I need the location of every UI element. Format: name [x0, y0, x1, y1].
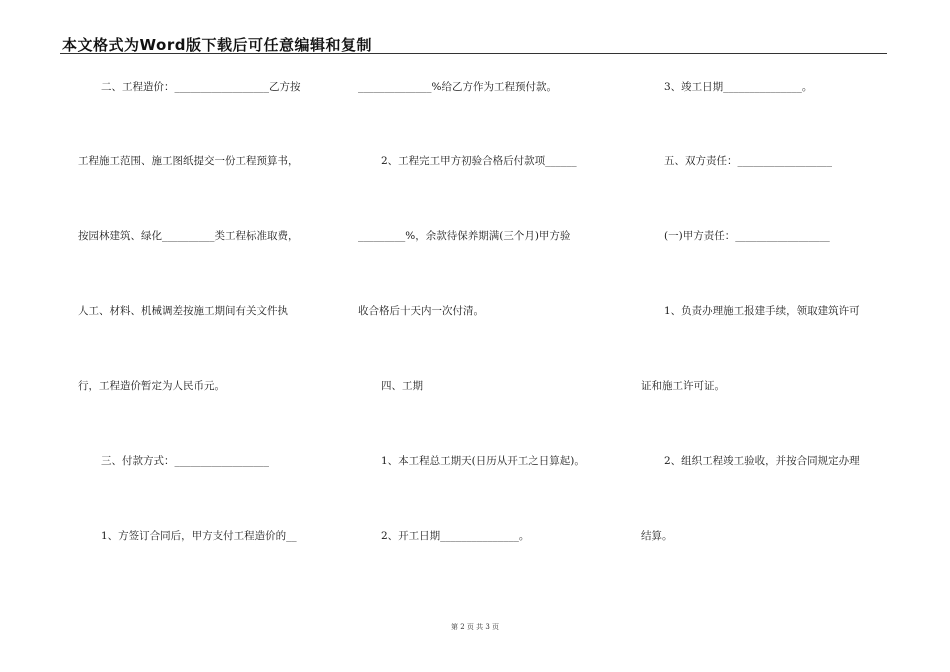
text-line: ______________%给乙方作为工程预付款。	[358, 81, 557, 93]
text-line: 四、工期	[381, 380, 423, 392]
text-line: _________%，余款待保养期满(三个月)甲方验	[358, 230, 571, 242]
text-line: (一)甲方责任：__________________	[664, 230, 830, 242]
text-line: 行，工程造价暂定为人民币元。	[78, 380, 225, 392]
text-line: 按园林建筑、绿化__________类工程标准取费，	[78, 230, 299, 242]
text-line: 收合格后十天内一次付清。	[358, 305, 484, 317]
text-line: 2、工程完工甲方初验合格后付款项______	[381, 155, 577, 167]
header-title: 本文格式为Word版下载后可任意编辑和复制	[62, 36, 372, 54]
text-line: 人工、材料、机械调差按施工期间有关文件执	[78, 305, 288, 317]
text-line: 五、双方责任：__________________	[664, 155, 832, 167]
text-line: 二、工程造价：__________________乙方按	[101, 81, 301, 93]
header-divider	[60, 53, 887, 54]
text-line: 3、竣工日期_______________。	[664, 81, 813, 93]
text-line: 1、本工程总工期天(日历从开工之日算起)。	[381, 455, 585, 467]
text-line: 2、组织工程竣工验收，并按合同规定办理	[664, 455, 860, 467]
text-line: 证和施工许可证。	[641, 380, 725, 392]
text-line: 1、方签订合同后，甲方支付工程造价的__	[101, 530, 297, 542]
text-line: 结算。	[641, 530, 673, 542]
text-line: 工程施工范围、施工图纸提交一份工程预算书，	[78, 155, 299, 167]
page-number: 第 2 页 共 3 页	[450, 623, 500, 631]
text-line: 2、开工日期_______________。	[381, 530, 530, 542]
text-line: 三、付款方式：__________________	[101, 455, 269, 467]
text-line: 1、负责办理施工报建手续，领取建筑许可	[664, 305, 860, 317]
